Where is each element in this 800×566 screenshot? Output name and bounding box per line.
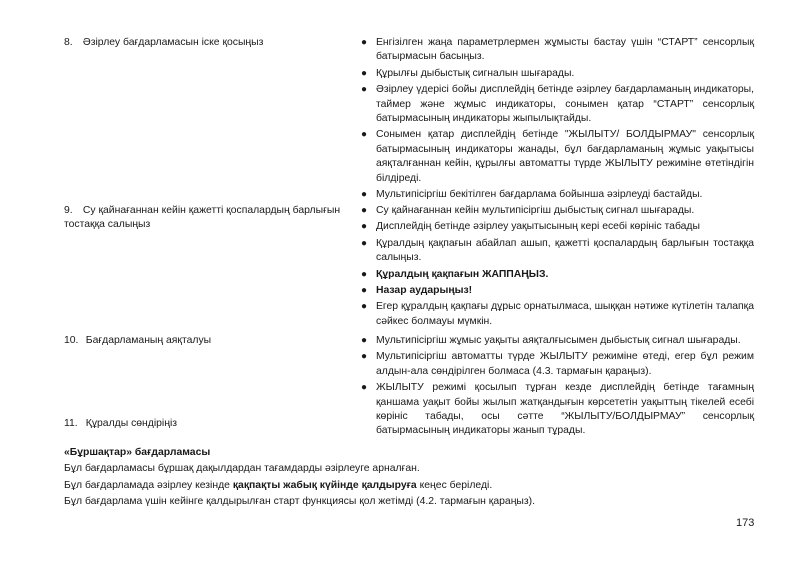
list-item: ● Құралдың қақпағын абайлап ашып, қажетті қоспалардың барлығын тостаққа салыңыз. <box>361 237 754 264</box>
bullet-icon: ● <box>361 205 368 216</box>
list-item: ● Құралдың қақпағын ЖАППАҢЫЗ. <box>358 268 754 282</box>
bullet-icon: ● <box>361 189 368 201</box>
step-number: 10. <box>64 335 79 346</box>
section-heading: «Бұршақтар» бағдарламасы <box>64 447 211 458</box>
list-item: ● Сонымен қатар дисплейдің бетінде "ЖЫЛЫТУ/ БОЛДЫРМАУ" сенсорлық батырмасының индикаторы жанады, бұл бағдарламаның жұмыс уақытысы аяқталғаннан кейін, құрылғы автоматты түрде ЖЫЛЫТУ режиміне өтетіндігін білдіреді. <box>361 129 754 184</box>
bullet-icon: ● <box>361 351 368 363</box>
program-description <box>64 446 754 512</box>
bullet-icon: ● <box>361 301 368 313</box>
bullet-icon: ● <box>361 268 368 280</box>
step-text: Құралды сөндіріңіз <box>85 418 178 429</box>
bullet-icon: ● <box>361 129 368 141</box>
step-10 <box>64 334 354 348</box>
bullet-icon: ● <box>361 335 368 346</box>
list-item: ● Мультипісіргіш автоматты түрде ЖЫЛЫТУ режиміне өтеді, егер бұл режим алдын-ала сөндірілген болмаса (4.3. тармағын қараңыз). <box>361 351 754 377</box>
list-item: ● Әзірлеу үдерісі бойы дисплейдің бетінде әзірлеу бағдарламаның индикаторы, таймер және жұмыс индикаторы, сонымен қатар “СТАРТ” сенсорлық батырмасының индикаторы жыпылықтайды. <box>361 84 754 125</box>
list-item: ● Құрылғы дыбыстық сигналын шығарады. <box>358 67 754 81</box>
step-number: 11. <box>64 418 78 429</box>
bullet-icon: ● <box>361 221 368 233</box>
list-item: ● Мультипісіргіш бекітілген бағдарлама бойынша әзірлеуді бастайды. <box>358 188 754 202</box>
bullet-icon: ● <box>361 285 368 297</box>
step-9-bullets <box>358 204 754 331</box>
list-item: ● Су қайнағаннан кейін мультипісіргіш дыбыстық сигнал шығарады. <box>358 204 754 218</box>
paragraph: Бұл бағдарламада әзірлеу кезінде қақпақты жабық күйінде қалдыруға кеңес беріледі. <box>64 479 493 491</box>
step-text: Су қайнағаннан кейін қажетті қоспалардың барлығын тостаққа салыңыз <box>64 205 341 231</box>
bullet-icon: ● <box>361 382 368 394</box>
step-10-bullets <box>358 334 754 441</box>
list-item: ● Енгізілген жаңа параметрлермен жұмысты бастау үшін “СТАРТ” сенсорлық батырмасын басыңыз. <box>361 37 754 63</box>
paragraph: Бұл бағдарламасы бұршақ дақылдардан тағамдарды әзірлеуге арналған. <box>64 463 420 475</box>
step-11 <box>64 417 354 431</box>
bullet-icon: ● <box>361 84 368 96</box>
step-number: 9. <box>64 205 73 216</box>
bullet-icon: ● <box>361 37 368 48</box>
step-8 <box>64 36 354 50</box>
list-item: ● ЖЫЛЫТУ режимі қосылып тұрған кезде дисплейдің бетінде тағамның қаншама уақыт бойы жылып жатқандығын көрсететін уақыттың тікелей есебі көрініс табады, осы сәтте “ЖЫЛЫТУ/БОЛДЫРМАУ” сенсорлық батырмасының индикаторы жанып тұрады. <box>361 382 754 437</box>
step-9 <box>64 204 354 233</box>
bullet-icon: ● <box>361 237 368 249</box>
list-item: ● Дисплейдің бетінде әзірлеу уақытысының кері есебі көрініс табады <box>358 220 754 234</box>
step-number: 8. <box>64 37 73 48</box>
step-text: Әзірлеу бағдарламасын іске қосыңыз <box>82 37 264 48</box>
paragraph: Бұл бағдарлама үшін кейінге қалдырылған старт функциясы қол жетімді (4.2. тармағын қараңыз). <box>64 496 536 508</box>
bullet-icon: ● <box>361 67 368 79</box>
list-item: ● Назар аударыңыз! <box>358 284 754 298</box>
page-number: 173 <box>736 517 755 529</box>
list-item: ● Мультипісіргіш жұмыс уақыты аяқталғысымен дыбыстық сигнал шығарады. <box>358 334 754 348</box>
list-item: ● Егер құралдың қақпағы дұрыс орнатылмаса, шыққан нәтиже күтілетін талапқа сәйкес болмауы мүмкін. <box>361 301 754 327</box>
step-8-bullets <box>358 36 754 204</box>
step-text: Бағдарламаның аяқталуы <box>85 335 212 346</box>
